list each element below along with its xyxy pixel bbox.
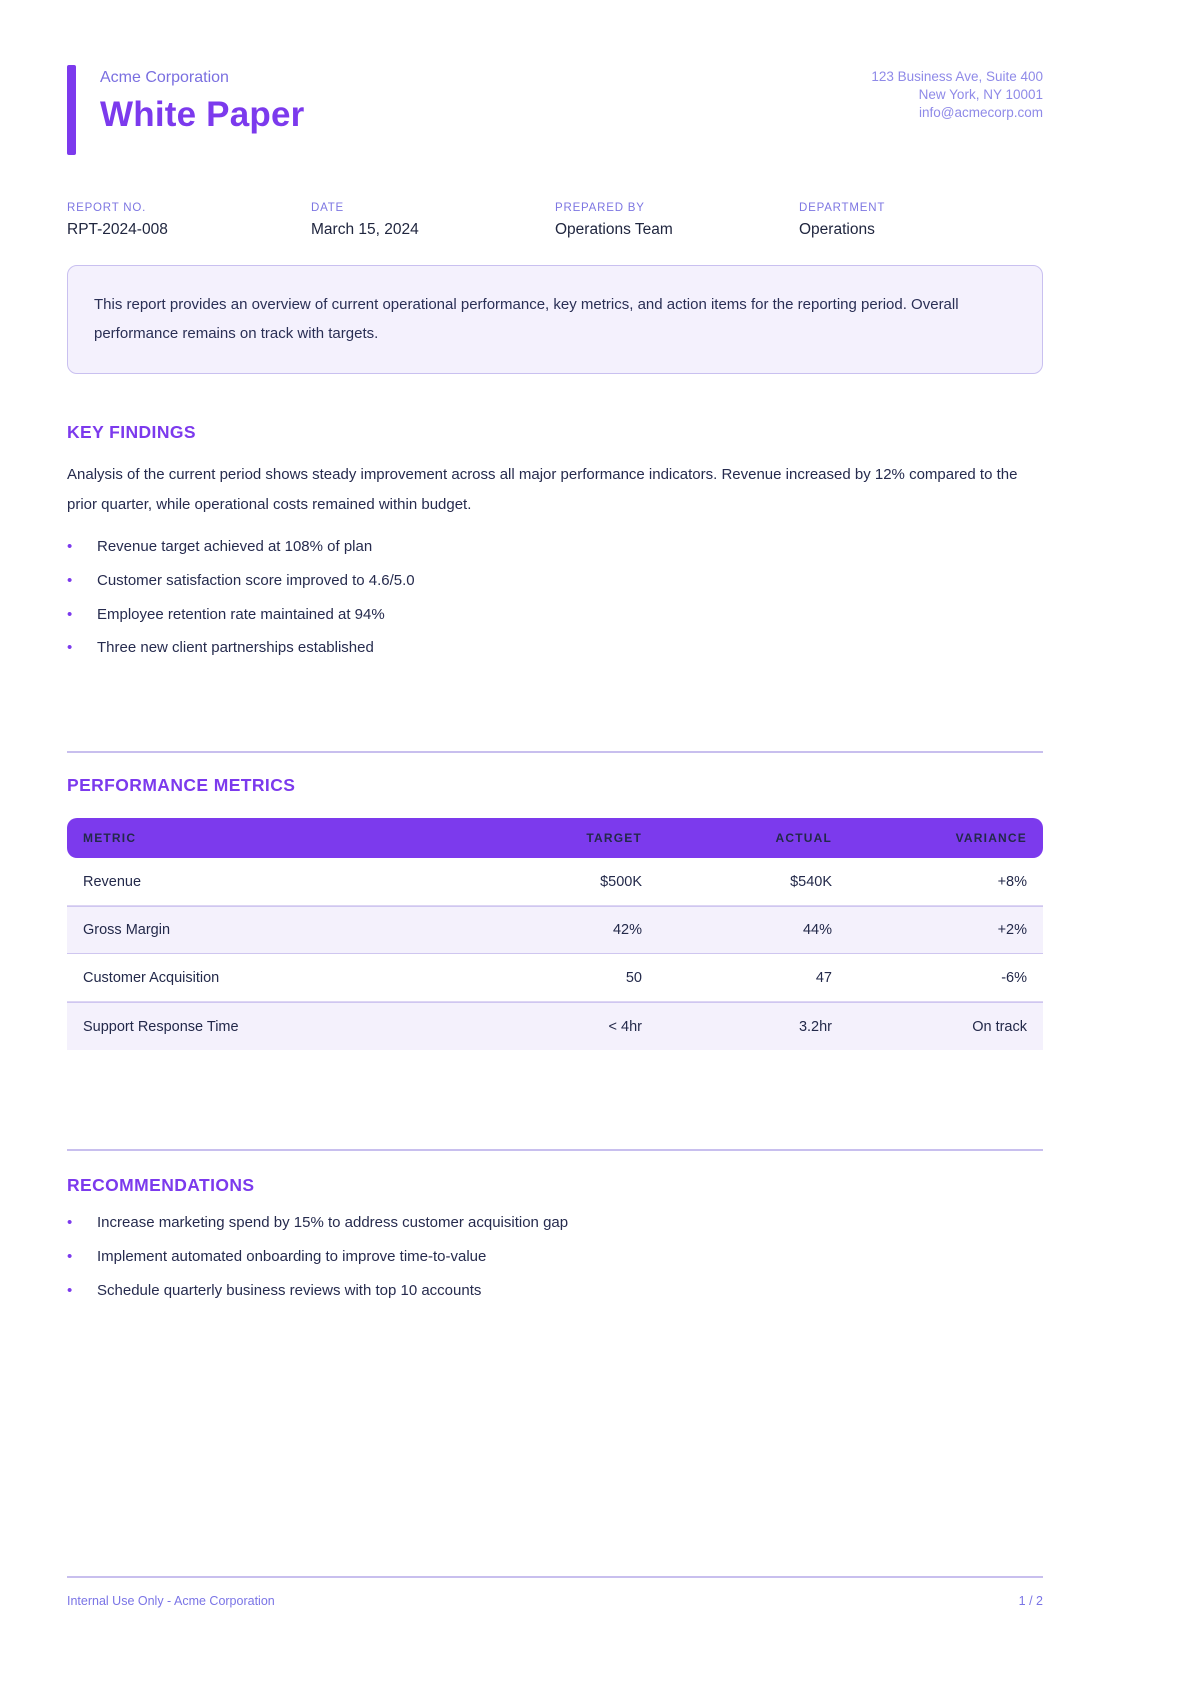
meta-value: Operations — [799, 221, 875, 238]
cell-actual: 47 — [815, 969, 832, 986]
list-item-text: Schedule quarterly business reviews with top 10 accounts — [97, 1281, 482, 1299]
meta-report-no — [67, 202, 311, 239]
meta-label: DEPARTMENT — [799, 202, 886, 214]
key-findings-heading: KEY FINDINGS — [67, 422, 196, 442]
list-item — [67, 536, 1043, 558]
list-item-text: Three new client partnerships established — [97, 639, 374, 657]
column-header-actual: ACTUAL — [775, 831, 832, 845]
cell-target: < 4hr — [608, 1018, 642, 1035]
cell-target: $500K — [600, 873, 642, 890]
recommendations-list — [67, 1212, 1043, 1301]
column-header-metric: METRIC — [83, 831, 137, 845]
list-item — [67, 1280, 1043, 1302]
list-item-text: Implement automated onboarding to improve time-to-value — [97, 1247, 487, 1265]
key-findings-list — [67, 536, 1043, 659]
meta-date — [311, 202, 555, 239]
column-header-variance: VARIANCE — [955, 831, 1027, 845]
cell-variance: +2% — [997, 922, 1027, 938]
footer-classification: Internal Use Only - Acme Corporation — [67, 1594, 275, 1608]
bullet-icon: • — [67, 538, 73, 555]
performance-metrics-heading: PERFORMANCE METRICS — [67, 775, 296, 795]
cell-actual: 44% — [802, 922, 832, 938]
company-name: Acme Corporation — [100, 69, 229, 86]
summary-callout — [67, 265, 1043, 374]
meta-label: PREPARED BY — [555, 202, 645, 214]
cell-metric: Support Response Time — [83, 1018, 239, 1035]
page-number: 1 / 2 — [1018, 1594, 1043, 1608]
cell-variance: -6% — [1001, 969, 1027, 986]
bullet-icon: • — [67, 639, 73, 657]
cell-metric: Customer Acquisition — [83, 969, 220, 986]
table-row — [67, 906, 1043, 954]
meta-label: DATE — [311, 202, 345, 214]
bullet-icon: • — [67, 605, 73, 623]
meta-value: March 15, 2024 — [311, 221, 419, 238]
address-line: New York, NY 10001 — [918, 87, 1043, 103]
header — [67, 65, 1043, 155]
bullet-icon: • — [67, 571, 73, 589]
cell-variance: On track — [972, 1018, 1027, 1035]
cell-variance: +8% — [997, 873, 1027, 890]
list-item — [67, 637, 1043, 659]
column-header-target: TARGET — [586, 831, 642, 845]
cell-actual: 3.2hr — [798, 1018, 832, 1035]
report-meta — [67, 202, 1043, 239]
cell-metric: Revenue — [83, 873, 142, 890]
address-line: 123 Business Ave, Suite 400 — [871, 69, 1043, 84]
section-divider — [67, 751, 1043, 753]
meta-label: REPORT NO. — [67, 202, 147, 214]
bullet-icon: • — [67, 1214, 73, 1231]
summary-text: This report provides an overview of current operational performance, key metrics, and action items for the reporting period. Overall performance remains on track with targets. — [94, 296, 959, 342]
list-item-text: Employee retention rate maintained at 94% — [97, 605, 385, 623]
brand-block — [67, 65, 304, 155]
section-divider — [67, 1149, 1043, 1151]
meta-department — [799, 202, 1043, 239]
recommendations-heading: RECOMMENDATIONS — [67, 1175, 255, 1195]
cell-target: 50 — [625, 969, 642, 986]
list-item-text: Revenue target achieved at 108% of plan — [97, 538, 373, 555]
table-row — [67, 858, 1043, 906]
list-item — [67, 604, 1043, 626]
bullet-icon: • — [67, 1281, 73, 1299]
list-item — [67, 1212, 1043, 1234]
meta-value: Operations Team — [555, 221, 673, 238]
brand-text — [100, 65, 304, 155]
key-findings-paragraph: Analysis of the current period shows steady improvement across all major performance indicators. Revenue increased by 12% compared to the prior quarter, while operational costs remained within budget. — [67, 466, 1018, 513]
address-email: info@acmecorp.com — [919, 105, 1043, 121]
metrics-table — [67, 818, 1043, 1050]
cell-metric: Gross Margin — [83, 922, 171, 938]
list-item-text: Customer satisfaction score improved to 4.6/5.0 — [97, 571, 415, 589]
meta-value: RPT-2024-008 — [67, 221, 168, 238]
list-item — [67, 1246, 1043, 1268]
page-title: White Paper — [100, 95, 305, 134]
company-address — [871, 68, 1043, 123]
meta-prepared-by — [555, 202, 799, 239]
bullet-icon: • — [67, 1247, 73, 1265]
list-item-text: Increase marketing spend by 15% to address customer acquisition gap — [97, 1214, 569, 1231]
table-header-row — [67, 818, 1043, 858]
table-row — [67, 1002, 1043, 1050]
page-footer — [67, 1576, 1043, 1608]
list-item — [67, 570, 1043, 592]
table-row — [67, 954, 1043, 1002]
cell-actual: $540K — [790, 873, 832, 890]
cell-target: 42% — [612, 922, 642, 938]
brand-accent-bar — [67, 65, 76, 155]
